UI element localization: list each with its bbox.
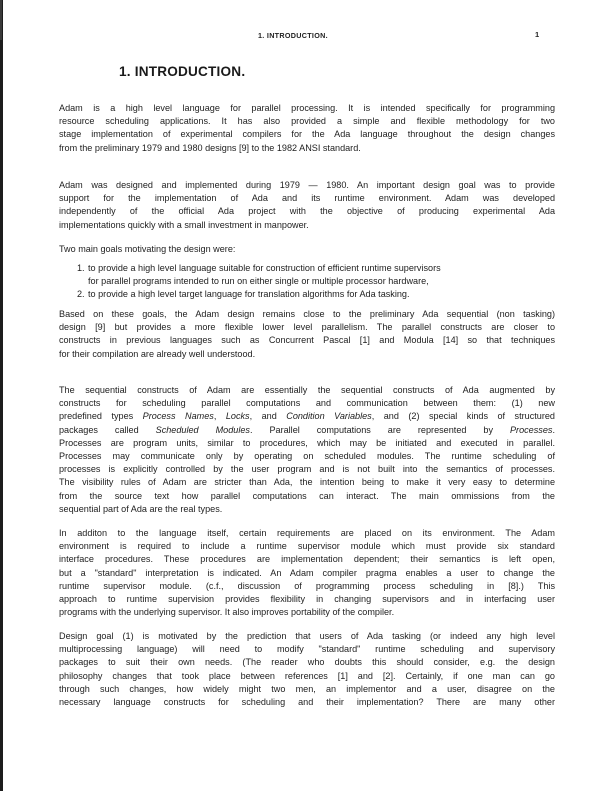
text-line: programs with the underlying supervisor. It also improves portability of the compiler. [59, 607, 395, 618]
scan-edge-artifact-top [0, 0, 2, 40]
text-line: Processes may communicate only by operating on scheduled modules. The runtime scheduling of [59, 451, 555, 462]
text-line: resource scheduling applications. It has also provided a simple and flexible methodology for two [59, 116, 555, 127]
running-head: 1. INTRODUCTION. [258, 31, 328, 40]
design-goals-list [77, 262, 517, 302]
text-line: design [9] but provides a more flexible lower level parallelism. The parallel constructs are closer to [59, 322, 555, 333]
paragraph-goals-intro [59, 243, 555, 256]
text-line: for parallel programs intended to run on either single or multiple processor hardware, [88, 276, 429, 287]
text-line: The visibility rules of Adam are stricter than Ada, the intention being to make it very easy to determine [59, 477, 555, 488]
text-line: through such changes, how widely might two men, an implementor and a user, disagree on the [59, 683, 555, 694]
text-line: Adam was designed and implemented during 1979 — 1980. An important design goal was to provide [59, 180, 555, 190]
text-line: In additon to the language itself, certain requirements are placed on its environment. The Adam [59, 528, 555, 538]
text-line: packages called Scheduled Modules. Parallel computations are represented by Processes. [59, 424, 555, 435]
text-line: packages to suit their own needs. (The reader who doubts this should consider, e.g. the design [59, 657, 555, 668]
text-line: stage implementation of experimental compilers for the Ada language throughout the design changes [59, 129, 555, 140]
scan-edge-artifact [0, 0, 3, 791]
text-line: to provide a high level target language for translation algorithms for Ada tasking. [88, 289, 410, 300]
paragraph-history [59, 179, 555, 232]
paragraph-intro [59, 102, 555, 155]
goal-text [88, 288, 517, 301]
text-line: interface procedures. These procedures are implementation dependent; their semantics is left open, [59, 554, 555, 565]
text-line: environment is required to include a runtime supervisor module which must provide six standard [59, 541, 555, 552]
text-line: Design goal (1) is motivated by the prediction that users of Ada tasking (or indeed any high level [59, 631, 555, 641]
text-line: from the preliminary 1979 and 1980 designs [9] to the 1982 ANSI standard. [59, 142, 361, 153]
text-line: predefined types Process Names, Locks, and Condition Variables, and (2) special kinds of structured [59, 411, 555, 422]
text-line: Processes are program units, similar to procedures, which may be initiated and executed in parallel. [59, 437, 555, 448]
goal-text [88, 262, 517, 288]
paragraph-design-basis [59, 308, 555, 361]
italic-term: Process Names [142, 411, 214, 422]
text-line: runtime supervisor module. (c.f., discussion of programming process scheduling in [8].) This [59, 580, 555, 591]
text-line: multiprocessing language) will need to modify "standard" runtime scheduling and supervisory [59, 644, 555, 655]
text-line: to provide a high level language suitable for construction of efficient runtime supervisors [88, 263, 441, 273]
paragraph-design-goal-1 [59, 630, 555, 709]
text-line: but a "standard" interpretation is indicated. An Adam compiler pragma enables a user to change the [59, 567, 555, 578]
text-line: philosophy changes that took place between references [1] and [2]. Certainly, if one man can go [59, 670, 555, 681]
text-line: independently of the official Ada project with the objective of producing experimental Ada [59, 206, 555, 217]
text-line: constructs in previous languages such as Concurrent Pascal [1] and Modula [14] so that techniques [59, 335, 555, 346]
text-line: sequential part of Ada are the real types. [59, 503, 223, 514]
page-number: 1 [535, 30, 540, 39]
text-line: from the source text how parallel computations can interact. The main ommissions from the [59, 490, 555, 501]
text-line: implementations quickly with a small investment in manpower. [59, 219, 309, 230]
goal-number: 1. [77, 263, 85, 273]
text-line: constructs for scheduling parallel computations and communication between them: (1) new [59, 398, 555, 409]
goal-item [77, 288, 517, 301]
text-line: Adam is a high level language for parallel processing. It is intended specifically for programming [59, 103, 555, 113]
text-line: for their compilation are already well understood. [59, 348, 256, 359]
text-line: processes is explicitly controlled by the user program and is not built into the semantics of processes. [59, 464, 555, 475]
text-line: Two main goals motivating the design were: [59, 244, 236, 254]
italic-term: Condition Variables [286, 411, 372, 422]
chapter-title: 1. INTRODUCTION. [119, 64, 246, 79]
italic-term: Scheduled Modules [155, 424, 250, 435]
goal-number: 2. [77, 289, 85, 300]
paragraph-environment [59, 527, 555, 619]
italic-term: Locks [225, 411, 250, 422]
text-line: support for the implementation of Ada and its runtime environment. Adam was developed [59, 193, 555, 204]
text-line: The sequential constructs of Adam are essentially the sequential constructs of Ada augmented by [59, 385, 555, 395]
text-line: necessary language constructs for scheduling and their implementation? There are many other [59, 697, 555, 708]
goal-item [77, 262, 517, 288]
text-line: approach to runtime supervision provides flexibility in changing supervisors and in interfacing user [59, 594, 555, 605]
paragraph-sequential-constructs [59, 384, 555, 516]
text-line: Based on these goals, the Adam design remains close to the preliminary Ada sequential (non tasking) [59, 309, 555, 319]
italic-term: Processes [509, 424, 553, 435]
